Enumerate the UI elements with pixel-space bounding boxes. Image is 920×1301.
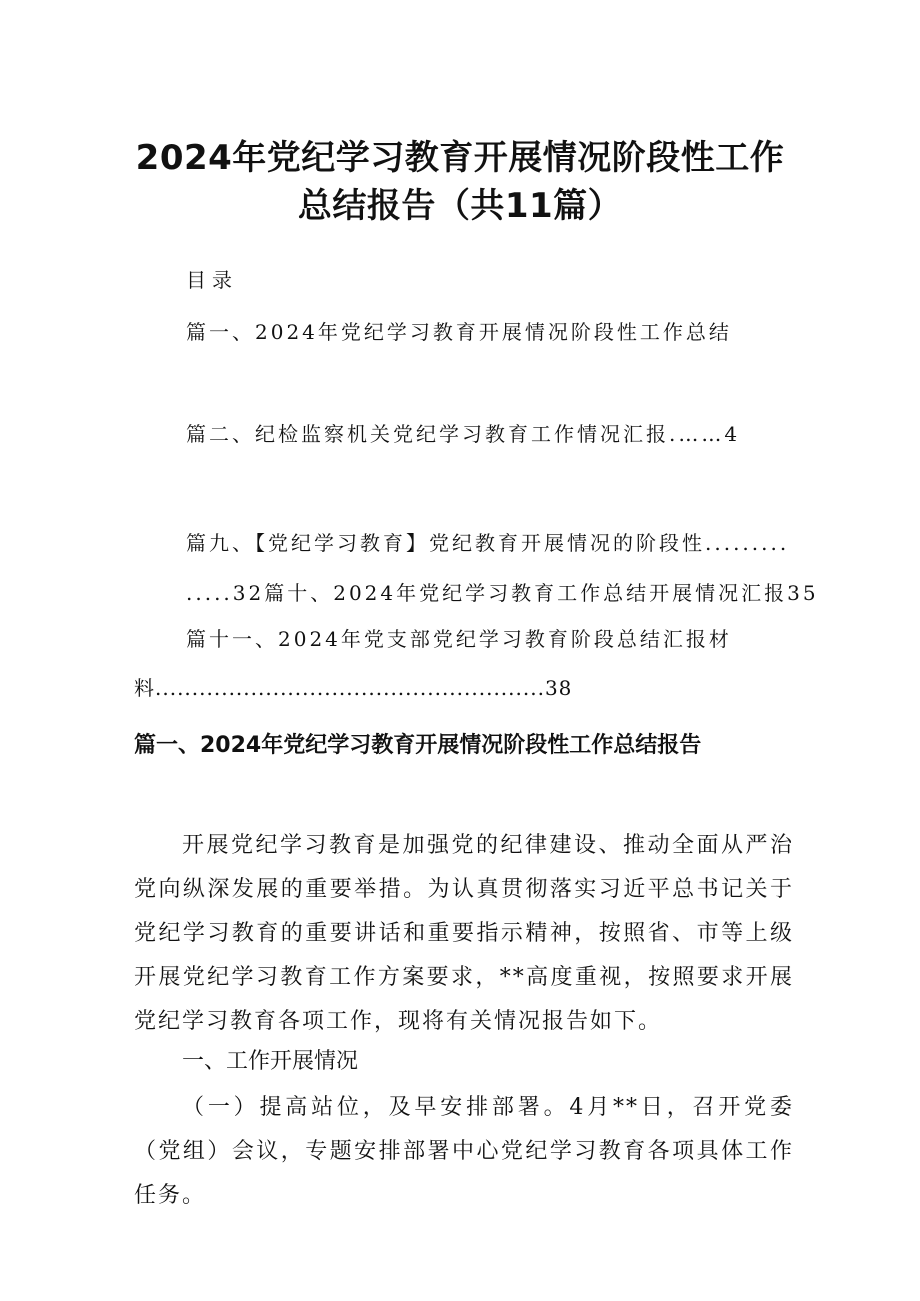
body-paragraph: 开展党纪学习教育是加强党的纪律建设、推动全面从严治党向纵深发展的重要举措。为认真贯彻落实习近平总书记关于党纪学习教育的重要讲话和重要指示精神，按照省、市等上级开展党纪学习教育工作方案要求，**高度重视，按照要求开展党纪学习教育各项工作，现将有关情况报告如下。 <box>134 833 794 1034</box>
document-title-line-1: 2024年党纪学习教育开展情况阶段性工作 <box>135 138 785 178</box>
toc-item[interactable]: 篇九、【党纪学习教育】党纪教育开展情况的阶段性......... <box>186 531 790 555</box>
body-paragraph: （一）提高站位，及早安排部署。4月**日，召开党委（党组）会议，专题安排部署中心党纪学习教育各项具体工作任务。 <box>134 1095 794 1208</box>
toc-item[interactable]: .....32篇十、2024年党纪学习教育工作总结开展情况汇报35 <box>186 581 819 605</box>
toc-label: 目录 <box>186 268 238 292</box>
sub-heading: 一、工作开展情况 <box>182 1049 359 1074</box>
section-heading: 篇一、2024年党纪学习教育开展情况阶段性工作总结报告 <box>134 733 702 758</box>
toc-item[interactable]: 篇二、纪检监察机关党纪学习教育工作情况汇报.……4 <box>186 422 741 446</box>
toc-item[interactable]: 篇十一、2024年党支部党纪学习教育阶段总结汇报材 <box>186 627 732 651</box>
toc-item[interactable]: 篇一、2024年党纪学习教育开展情况阶段性工作总结 <box>186 320 732 344</box>
toc-item-continuation[interactable]: 料.....................................................38 <box>134 676 573 700</box>
document-title-line-2: 总结报告（共11篇） <box>297 186 623 226</box>
